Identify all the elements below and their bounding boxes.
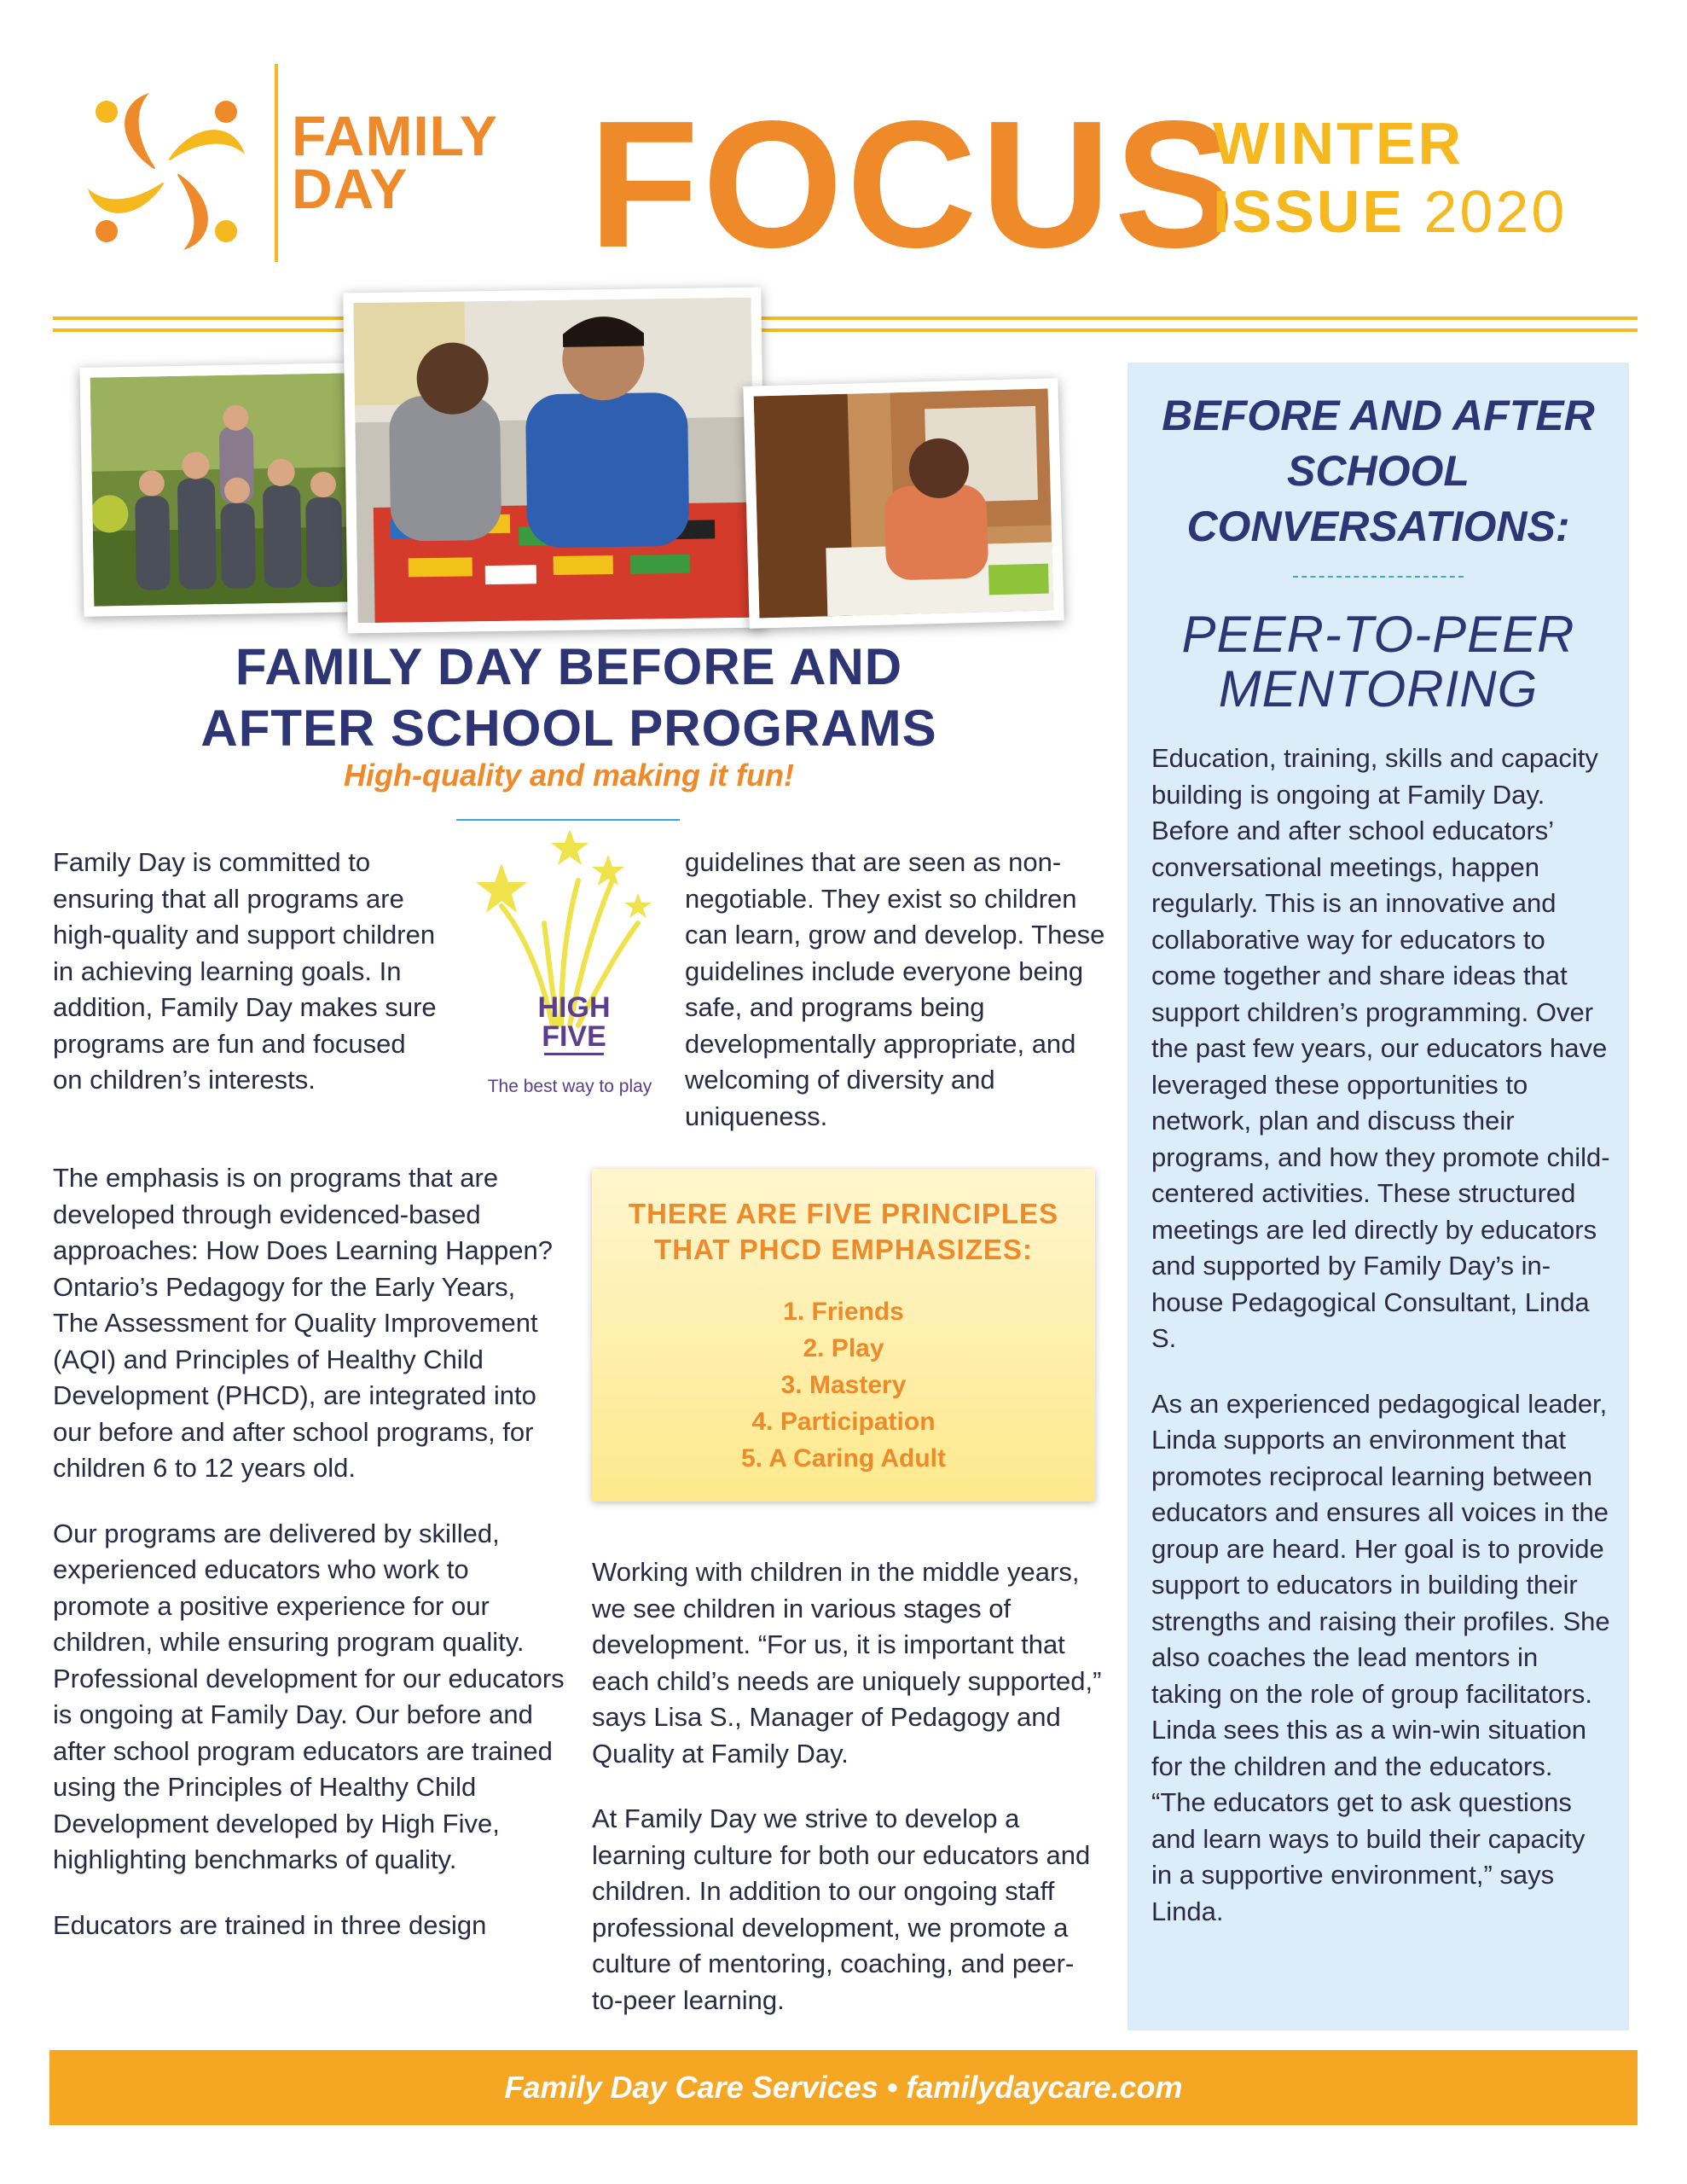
sidebar-subtitle xyxy=(1128,607,1629,717)
paragraph-learning-culture: At Family Day we strive to develop a learning culture for both our educators and children. In addition to our ongoing staff professional development, we promote a culture of mentoring, coaching, and peer-to-peer learning. xyxy=(592,1804,1091,2015)
subhead-rule xyxy=(456,819,680,821)
photo-lego-building xyxy=(343,288,766,634)
paragraph-emphasis: The emphasis is on programs that are developed through evidenced-based approaches: How Does Learning Happen? Ontario’s Pedagogy for the Early Years, The Assessment for Quality Improvement (AQI) and Principles of Healthy Child Development (PHCD), are integrated into our before and after school programs, for children 6 to 12 years old. xyxy=(53,1163,553,1483)
sidebar-body xyxy=(1151,741,1612,1959)
issue-label xyxy=(1213,109,1567,246)
header-rule-top xyxy=(53,317,1638,320)
pinwheel-logo-icon xyxy=(77,82,256,261)
drawing-photo-image xyxy=(754,389,1054,619)
headline-line-2: AFTER SCHOOL PROGRAMS xyxy=(200,700,937,757)
newsletter-title: FOCUS xyxy=(588,83,1238,285)
principle-item: 5. A Caring Adult xyxy=(741,1444,946,1472)
sidebar-subtitle-line-2: MENTORING xyxy=(1218,660,1539,717)
principles-title-line-1: THERE ARE FIVE PRINCIPLES xyxy=(628,1198,1059,1229)
principles-title-line-2: THAT PHCD EMPHASIZES: xyxy=(654,1234,1033,1265)
sidebar-paragraph-meetings: Education, training, skills and capacity building is ongoing at Family Day. Before and after school educators’ conversational meetings, happen regularly. This is an innovative and collaborative way for educators to come together and share ideas that support children’s programming. Over the past few years, our educators have leveraged these opportunities to network, plan and discuss their programs, and how they promote child-centered activities. These structured meetings are led directly by educators and supported by Family Day’s in-house Pedagogical Consultant, Linda S. xyxy=(1151,743,1610,1353)
paragraph-intro: Family Day is committed to ensuring that all programs are high-quality and support children in achieving learning goals. In addition, Family Day makes sure programs are fun and focused on children’s interests. xyxy=(53,847,437,1095)
article-column-2-bottom xyxy=(592,1554,1104,2048)
article-column-2-top xyxy=(685,845,1111,1164)
lego-photo-image xyxy=(353,298,755,623)
high-five-logo xyxy=(467,829,672,1111)
issue-word: ISSUE xyxy=(1213,178,1406,245)
principle-item: 2. Play xyxy=(803,1334,884,1362)
headline-line-1: FAMILY DAY BEFORE AND xyxy=(235,638,903,695)
group-photo-image xyxy=(90,373,361,606)
family-day-logo xyxy=(77,82,256,261)
footer-bar xyxy=(49,2050,1638,2125)
photo-boy-drawing xyxy=(743,378,1064,629)
logo-divider xyxy=(275,64,278,262)
sidebar-title-line-3: CONVERSATIONS: xyxy=(1186,502,1570,550)
high-five-line-2: FIVE xyxy=(542,1020,606,1053)
high-five-wordmark xyxy=(536,993,612,1055)
principle-item: 4. Participation xyxy=(751,1408,936,1436)
sidebar-subtitle-line-1: PEER-TO-PEER xyxy=(1181,606,1575,663)
logo-line-1: FAMILY xyxy=(292,104,498,167)
photo-group-children xyxy=(79,363,370,617)
sidebar-title xyxy=(1128,388,1629,555)
sidebar-title-line-2: SCHOOL xyxy=(1287,447,1470,495)
sidebar-title-line-1: BEFORE AND AFTER xyxy=(1162,392,1595,439)
principle-item: 1. Friends xyxy=(783,1298,904,1326)
article-column-1-top xyxy=(53,845,437,1128)
paragraph-guidelines: guidelines that are seen as non-negotiable. They exist so children can learn, grow and develop. These guidelines include everyone being safe, and programs being developmentally appropriate, and welcoming of diversity and uniqueness. xyxy=(685,847,1105,1131)
principles-title xyxy=(592,1196,1095,1268)
sidebar-paragraph-linda: As an experienced pedagogical leader, Linda supports an environment that promotes reciprocal learning between educators and ensures all voices in the group are heard. Her goal is to provide support to educators in building their strengths and raising their profiles. She also coaches the lead mentors in taking on the role of group facilitators. Linda sees this as a win-win situation for the children and the educators. “The educators get to ask questions and learn ways to build their capacity in a supportive environment,” says Linda. xyxy=(1151,1388,1610,1926)
paragraph-middle-years: Working with children in the middle years, we see children in various stages of development. “For us, it is important that each child’s needs are uniquely supported,” says Lisa S., Manager of Pedagogy and Quality at Family Day. xyxy=(592,1557,1102,1769)
paragraph-design: Educators are trained in three design xyxy=(53,1909,487,1940)
logo-wordmark xyxy=(292,104,498,220)
sidebar-divider xyxy=(1293,576,1464,578)
high-five-line-1: HIGH xyxy=(537,991,611,1024)
high-five-underline xyxy=(544,1053,604,1055)
article-headline xyxy=(53,636,1085,759)
header-rule-bottom xyxy=(53,328,1638,332)
footer-text: Family Day Care Services • familydaycare.com xyxy=(504,2070,1183,2105)
principle-item: 3. Mastery xyxy=(780,1371,907,1399)
issue-season: WINTER xyxy=(1213,110,1464,177)
logo-line-2: DAY xyxy=(292,157,409,220)
principles-box xyxy=(592,1169,1095,1502)
paragraph-educators: Our programs are delivered by skilled, experienced educators who work to promote a positive experience for our children, while ensuring program quality. Professional development for our educators is ongoing at Family Day. Our before and after school program educators are trained using the Principles of Healthy Child Development developed by High Five, highlighting benchmarks of quality. xyxy=(53,1518,565,1874)
issue-year: 2020 xyxy=(1423,178,1568,245)
high-five-tagline: The best way to play xyxy=(487,1077,652,1096)
principles-list xyxy=(592,1293,1095,1477)
article-column-1 xyxy=(53,1160,565,1972)
article-subhead: High-quality and making it fun! xyxy=(344,758,794,793)
